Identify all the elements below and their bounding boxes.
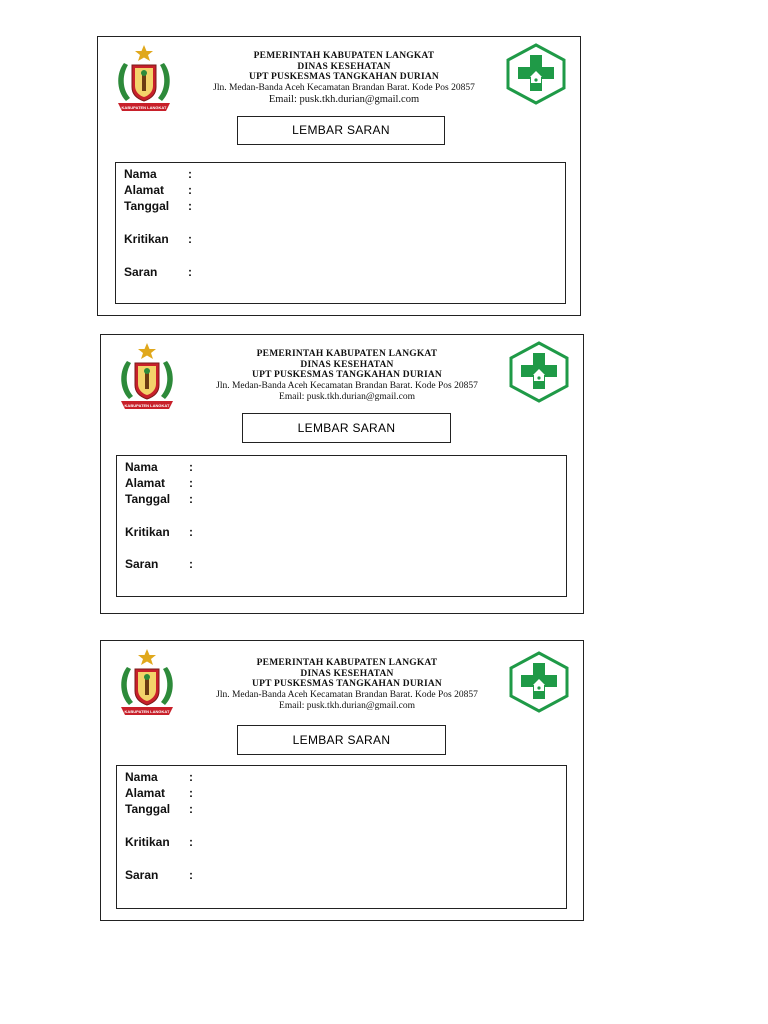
- field-saran: [125, 557, 193, 571]
- field-tanggal-label: Tanggal: [125, 492, 171, 506]
- field-tanggal-colon: :: [188, 199, 192, 213]
- suggestion-card-2: [100, 334, 584, 614]
- field-saran: [125, 868, 193, 882]
- field-nama-colon: :: [189, 770, 193, 784]
- form-title-box: [242, 413, 451, 443]
- field-nama: [125, 770, 193, 784]
- field-saran-colon: :: [189, 557, 193, 571]
- address-text: Jln. Medan-Banda Aceh Kecamatan Brandan Barat. Kode Pos 20857: [216, 380, 478, 391]
- dept-title: DINAS KESEHATAN: [300, 359, 394, 370]
- field-alamat-colon: :: [188, 183, 192, 197]
- suggestion-card-3: [100, 640, 584, 921]
- field-tanggal-label: Tanggal: [125, 802, 171, 816]
- field-kritikan: [125, 525, 193, 539]
- email-text: Email: pusk.tkh.durian@gmail.com: [268, 93, 420, 105]
- emblem-banner-text: KABUPATEN LANGKAT: [124, 709, 170, 714]
- field-nama: [124, 167, 192, 181]
- field-alamat: [124, 183, 192, 197]
- field-tanggal-colon: :: [189, 802, 193, 816]
- puskesmas-green-cross-icon: [507, 651, 571, 713]
- form-title: LEMBAR SARAN: [292, 123, 390, 137]
- field-nama: [125, 460, 193, 474]
- emblem-banner-text: KABUPATEN LANGKAT: [121, 105, 167, 110]
- form-title-box: [237, 116, 445, 145]
- unit-title: UPT PUSKESMAS TANGKAHAN DURIAN: [249, 72, 439, 82]
- email-text: Email: pusk.tkh.durian@gmail.com: [279, 700, 415, 711]
- org-header: [194, 51, 494, 105]
- unit-title: UPT PUSKESMAS TANGKAHAN DURIAN: [252, 679, 442, 689]
- form-title-box: [237, 725, 446, 755]
- field-alamat-label: Alamat: [125, 786, 166, 800]
- field-saran-label: Saran: [124, 265, 158, 279]
- field-kritikan: [124, 232, 192, 246]
- form-fields-box: [116, 455, 567, 597]
- field-alamat-label: Alamat: [125, 476, 166, 490]
- field-alamat-colon: :: [189, 476, 193, 490]
- field-kritikan-colon: :: [189, 835, 193, 849]
- field-nama-colon: :: [189, 460, 193, 474]
- field-alamat-colon: :: [189, 786, 193, 800]
- field-tanggal-colon: :: [189, 492, 193, 506]
- field-kritikan-label: Kritikan: [125, 525, 170, 539]
- field-tanggal: [124, 199, 192, 213]
- gov-title: PEMERINTAH KABUPATEN LANGKAT: [256, 349, 438, 359]
- form-fields-box: [115, 162, 566, 304]
- gov-title: PEMERINTAH KABUPATEN LANGKAT: [256, 658, 438, 668]
- org-header: [197, 349, 497, 403]
- email-text: Email: pusk.tkh.durian@gmail.com: [279, 391, 415, 402]
- dept-title: DINAS KESEHATAN: [300, 668, 394, 679]
- field-saran-label: Saran: [125, 557, 159, 571]
- form-title: LEMBAR SARAN: [292, 733, 391, 747]
- unit-title: UPT PUSKESMAS TANGKAHAN DURIAN: [252, 370, 442, 380]
- field-tanggal: [125, 492, 193, 506]
- org-header: [197, 658, 497, 712]
- form-title: LEMBAR SARAN: [297, 421, 396, 435]
- puskesmas-green-cross-icon: [504, 43, 568, 105]
- suggestion-card-1: [97, 36, 581, 316]
- address-text: Jln. Medan-Banda Aceh Kecamatan Brandan Barat. Kode Pos 20857: [216, 689, 478, 700]
- field-nama-label: Nama: [124, 167, 157, 181]
- field-alamat-label: Alamat: [124, 183, 165, 197]
- field-kritikan: [125, 835, 193, 849]
- field-kritikan-label: Kritikan: [125, 835, 170, 849]
- field-nama-label: Nama: [125, 460, 158, 474]
- field-saran-label: Saran: [125, 868, 159, 882]
- gov-title: PEMERINTAH KABUPATEN LANGKAT: [253, 51, 435, 61]
- field-alamat: [125, 786, 193, 800]
- dept-title: DINAS KESEHATAN: [297, 61, 391, 72]
- field-kritikan-colon: :: [188, 232, 192, 246]
- field-tanggal: [125, 802, 193, 816]
- field-nama-label: Nama: [125, 770, 158, 784]
- kabupaten-langkat-emblem-icon: [113, 647, 181, 719]
- kabupaten-langkat-emblem-icon: [110, 43, 178, 115]
- field-saran-colon: :: [189, 868, 193, 882]
- kabupaten-langkat-emblem-icon: [113, 341, 181, 413]
- field-nama-colon: :: [188, 167, 192, 181]
- field-tanggal-label: Tanggal: [124, 199, 170, 213]
- field-kritikan-label: Kritikan: [124, 232, 169, 246]
- address-text: Jln. Medan-Banda Aceh Kecamatan Brandan Barat. Kode Pos 20857: [213, 82, 475, 93]
- puskesmas-green-cross-icon: [507, 341, 571, 403]
- field-kritikan-colon: :: [189, 525, 193, 539]
- field-saran: [124, 265, 192, 279]
- field-saran-colon: :: [188, 265, 192, 279]
- emblem-banner-text: KABUPATEN LANGKAT: [124, 403, 170, 408]
- form-fields-box: [116, 765, 567, 909]
- field-alamat: [125, 476, 193, 490]
